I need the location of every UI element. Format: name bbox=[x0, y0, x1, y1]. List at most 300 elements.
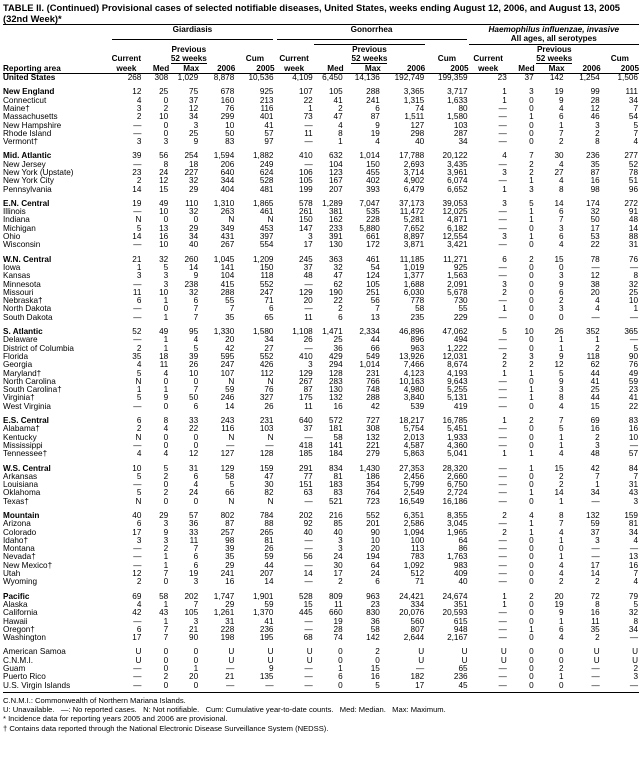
value-cell: 0 bbox=[559, 545, 564, 554]
value-cell: 461 bbox=[259, 208, 274, 217]
table-row bbox=[3, 113, 639, 121]
value-cell: 1 bbox=[559, 497, 564, 506]
value-cell: 10 bbox=[159, 288, 169, 297]
value-cell: — bbox=[133, 441, 142, 450]
value-cell: — bbox=[498, 634, 507, 643]
value-cell: — bbox=[265, 681, 274, 690]
value-cell: 40 bbox=[415, 138, 425, 147]
value-cell: 3 bbox=[559, 305, 564, 314]
value-cell: 3 bbox=[193, 617, 199, 626]
value-cell: — bbox=[133, 481, 142, 490]
value-cell: — bbox=[629, 441, 638, 450]
value-cell: 2 bbox=[559, 578, 564, 587]
value-cell: — bbox=[226, 665, 235, 674]
value-cell: 3 bbox=[502, 233, 507, 242]
reporting-area-cell: Nebraska† bbox=[3, 297, 43, 306]
value-cell: 251 bbox=[366, 288, 380, 297]
value-cell: 8 bbox=[163, 160, 169, 169]
value-cell: 2 bbox=[163, 489, 169, 498]
value-cell: 1 bbox=[529, 394, 534, 403]
value-cell: 90 bbox=[628, 352, 638, 361]
value-cell: 4 bbox=[163, 425, 169, 434]
value-cell: 56 bbox=[370, 297, 380, 306]
value-cell: 494 bbox=[453, 336, 468, 345]
table-row bbox=[3, 233, 639, 241]
value-cell: — bbox=[304, 681, 313, 690]
value-cell: 554 bbox=[259, 241, 274, 250]
value-cell: 3 bbox=[163, 272, 169, 281]
value-cell: 142 bbox=[366, 634, 380, 643]
value-cell: 0 bbox=[529, 600, 534, 609]
value-cell: 10 bbox=[524, 328, 534, 337]
value-cell: 49 bbox=[159, 199, 169, 208]
value-cell: 5 bbox=[136, 394, 142, 403]
value-cell: 241 bbox=[220, 570, 235, 579]
value-cell: 0 bbox=[529, 481, 534, 490]
value-cell: 4,193 bbox=[447, 369, 468, 378]
value-cell: 419 bbox=[453, 402, 468, 411]
table-row bbox=[3, 225, 639, 233]
cum2005-header-2: 2005 bbox=[450, 63, 469, 73]
value-cell: 11,472 bbox=[399, 208, 425, 217]
value-cell: 0 bbox=[529, 553, 534, 562]
table-row bbox=[3, 489, 639, 497]
value-cell: 661 bbox=[366, 233, 380, 242]
value-cell: 2 bbox=[529, 361, 534, 370]
value-cell: N bbox=[135, 377, 142, 386]
value-cell: — bbox=[591, 681, 600, 690]
value-cell: 87 bbox=[225, 520, 235, 529]
table-row bbox=[3, 403, 639, 411]
value-cell: 1 bbox=[163, 386, 169, 395]
value-cell: 7,047 bbox=[359, 199, 380, 208]
value-cell: 6 bbox=[559, 233, 564, 242]
value-cell: — bbox=[498, 402, 507, 411]
value-cell: 8,878 bbox=[213, 73, 235, 83]
value-cell: 2 bbox=[338, 578, 343, 587]
value-cell: 82 bbox=[264, 489, 274, 498]
value-cell: 25 bbox=[189, 129, 199, 138]
value-cell: — bbox=[498, 272, 507, 281]
value-cell: N bbox=[228, 433, 235, 442]
value-cell: 3 bbox=[529, 185, 534, 194]
table-row bbox=[3, 520, 639, 528]
value-cell: 72 bbox=[590, 592, 600, 601]
value-cell: 15 bbox=[370, 665, 380, 674]
current-header-2: Current bbox=[279, 54, 309, 64]
table-row bbox=[3, 442, 639, 450]
value-cell: 87 bbox=[590, 169, 600, 177]
value-cell: 24 bbox=[333, 553, 343, 562]
med-header-3: Med bbox=[518, 63, 535, 73]
value-cell: — bbox=[629, 313, 638, 322]
table-footnotes bbox=[3, 696, 639, 733]
disease-table bbox=[3, 24, 639, 693]
value-cell: 265 bbox=[259, 528, 274, 537]
value-cell: U bbox=[228, 656, 235, 665]
value-cell: — bbox=[304, 561, 313, 570]
value-cell: 183 bbox=[328, 481, 343, 490]
value-cell: 7 bbox=[229, 305, 235, 314]
value-cell: 4 bbox=[163, 450, 169, 459]
value-cell: 27 bbox=[554, 169, 564, 177]
value-cell: — bbox=[498, 425, 507, 434]
value-cell: — bbox=[498, 297, 507, 306]
value-cell: — bbox=[304, 138, 313, 147]
value-cell: U bbox=[632, 648, 638, 657]
value-cell: 528 bbox=[299, 592, 313, 601]
reporting-area-cell: W.N. Central bbox=[3, 255, 52, 264]
value-cell: 6 bbox=[559, 288, 564, 297]
value-cell: 2 bbox=[529, 255, 534, 264]
value-cell: — bbox=[498, 241, 507, 250]
value-cell: 0 bbox=[529, 656, 534, 665]
value-cell: 150 bbox=[259, 263, 274, 272]
value-cell: 461 bbox=[366, 255, 380, 264]
value-cell: 3,871 bbox=[403, 241, 425, 250]
value-cell: 135 bbox=[259, 673, 274, 682]
value-cell: 8,897 bbox=[403, 233, 425, 242]
value-cell: 30 bbox=[333, 561, 343, 570]
value-cell: 46 bbox=[590, 113, 600, 122]
table-row bbox=[3, 256, 639, 264]
value-cell: 0 bbox=[193, 681, 199, 690]
value-cell: 56 bbox=[303, 553, 313, 562]
table-row bbox=[3, 353, 639, 361]
reporting-area-cell: Colorado bbox=[3, 528, 37, 537]
value-cell: 2 bbox=[559, 472, 564, 481]
value-cell: 127 bbox=[410, 121, 425, 130]
value-cell: — bbox=[498, 578, 507, 587]
value-cell: 0 bbox=[375, 656, 380, 665]
value-cell: 26 bbox=[189, 361, 199, 370]
table-row bbox=[3, 394, 639, 402]
value-cell: 24,421 bbox=[399, 592, 425, 601]
value-cell: 57 bbox=[189, 511, 199, 520]
value-cell: 75 bbox=[189, 88, 199, 97]
value-cell: 0 bbox=[529, 561, 534, 570]
value-cell: 0 bbox=[529, 121, 534, 130]
value-cell: — bbox=[498, 121, 507, 130]
value-cell: 2 bbox=[595, 129, 600, 138]
footnote-cnmi: C.N.M.I.: Commonwealth of Northern Mariana Islands. bbox=[3, 695, 186, 705]
value-cell: 640 bbox=[299, 417, 313, 426]
reporting-area-cell: Indiana bbox=[3, 216, 30, 225]
reporting-area-cell: Tennessee† bbox=[3, 450, 48, 459]
value-cell: — bbox=[304, 625, 313, 634]
value-cell: 802 bbox=[220, 511, 235, 520]
value-cell: — bbox=[133, 313, 142, 322]
table-row bbox=[3, 281, 639, 289]
value-cell: 0 bbox=[529, 344, 534, 353]
value-cell: 43 bbox=[628, 489, 638, 498]
value-cell: 5,041 bbox=[447, 450, 468, 459]
value-cell: 260 bbox=[184, 255, 199, 264]
value-cell: 24 bbox=[189, 489, 199, 498]
value-cell: 147 bbox=[299, 224, 313, 233]
value-cell: — bbox=[629, 545, 638, 554]
value-cell: 2 bbox=[595, 634, 600, 643]
value-cell: 7 bbox=[633, 129, 638, 138]
value-cell: 1 bbox=[163, 553, 169, 562]
value-cell: 44 bbox=[590, 369, 600, 378]
reporting-area-cell: Wisconsin bbox=[3, 241, 41, 250]
value-cell: 6 bbox=[193, 297, 199, 306]
value-cell: 22 bbox=[590, 241, 600, 250]
value-cell: 48 bbox=[590, 450, 600, 459]
value-cell: 1,315 bbox=[403, 96, 425, 105]
value-cell: — bbox=[498, 570, 507, 579]
value-cell: 1 bbox=[529, 233, 534, 242]
value-cell: 0 bbox=[529, 609, 534, 618]
reporting-area-cell: Idaho† bbox=[3, 536, 29, 545]
footnote-nedss: † Contains data reported through the National Electronic Disease Surveillance System (NEDSS). bbox=[3, 723, 329, 733]
value-cell: 127 bbox=[220, 450, 235, 459]
value-cell: 2 bbox=[529, 592, 534, 601]
table-row bbox=[3, 264, 639, 272]
value-cell: 186 bbox=[366, 472, 380, 481]
week-header-1: week bbox=[116, 63, 137, 73]
value-cell: 0 bbox=[529, 241, 534, 250]
value-cell: 8,674 bbox=[447, 361, 468, 370]
value-cell: 31 bbox=[628, 241, 638, 250]
value-cell: 17 bbox=[132, 634, 142, 643]
value-cell: 4 bbox=[338, 121, 343, 130]
value-cell: 28,320 bbox=[442, 464, 468, 473]
value-cell: 4 bbox=[633, 138, 638, 147]
reporting-area-cell: C.N.M.I. bbox=[3, 656, 34, 665]
value-cell: 192,749 bbox=[394, 73, 425, 83]
value-cell: 22 bbox=[333, 297, 343, 306]
reporting-area-cell: Wyoming bbox=[3, 578, 38, 587]
value-cell: 42 bbox=[132, 609, 142, 618]
value-cell: — bbox=[498, 464, 507, 473]
value-cell: 236 bbox=[453, 673, 468, 682]
value-cell: 15 bbox=[303, 600, 313, 609]
reporting-area-cell: Louisiana bbox=[3, 481, 39, 490]
value-cell: 401 bbox=[259, 113, 274, 122]
value-cell: 15 bbox=[554, 255, 564, 264]
value-cell: 2,334 bbox=[359, 328, 380, 337]
value-cell: 349 bbox=[220, 224, 235, 233]
value-cell: 47 bbox=[264, 472, 274, 481]
value-cell: 1 bbox=[529, 113, 534, 122]
value-cell: 4 bbox=[595, 305, 600, 314]
value-cell: 1 bbox=[338, 665, 343, 674]
value-cell: — bbox=[498, 520, 507, 529]
value-cell: 3 bbox=[163, 280, 169, 289]
reporting-area-cell: Oklahoma bbox=[3, 489, 41, 498]
value-cell: — bbox=[498, 160, 507, 169]
value-cell: 4 bbox=[559, 450, 564, 459]
value-cell: 2,644 bbox=[403, 634, 425, 643]
value-cell: 4 bbox=[559, 561, 564, 570]
table-row bbox=[3, 289, 639, 297]
max-header-2: Max bbox=[364, 63, 381, 73]
cum2005-header-3: 2005 bbox=[620, 63, 639, 73]
value-cell: — bbox=[133, 280, 142, 289]
reporting-area-cell: New York City bbox=[3, 177, 54, 186]
reporting-area-cell: Georgia bbox=[3, 361, 33, 370]
value-cell: 7 bbox=[529, 152, 534, 161]
value-cell: 4 bbox=[193, 481, 199, 490]
value-cell: 28 bbox=[333, 625, 343, 634]
value-cell: 1,222 bbox=[447, 344, 468, 353]
value-cell: — bbox=[498, 336, 507, 345]
reporting-area-cell: Virginia† bbox=[3, 394, 35, 403]
cum2005-header-1: 2005 bbox=[256, 63, 275, 73]
value-cell: 1,563 bbox=[447, 272, 468, 281]
value-cell: 572 bbox=[328, 417, 343, 426]
value-cell: 1 bbox=[559, 336, 564, 345]
value-cell: 21 bbox=[189, 625, 199, 634]
value-cell: 123 bbox=[328, 169, 343, 177]
value-cell: 9 bbox=[559, 377, 564, 386]
value-cell: 10 bbox=[628, 297, 638, 306]
value-cell: U bbox=[500, 656, 507, 665]
value-cell: 18 bbox=[189, 160, 199, 169]
reporting-area-cell: Massachusetts bbox=[3, 113, 58, 122]
value-cell: 228 bbox=[366, 216, 380, 225]
value-cell: 105 bbox=[299, 177, 313, 186]
reporting-area-cell: North Carolina bbox=[3, 377, 56, 386]
value-cell: 3 bbox=[502, 199, 507, 208]
table-row bbox=[3, 105, 639, 113]
value-cell: — bbox=[629, 263, 638, 272]
value-cell: 1 bbox=[529, 208, 534, 217]
footnote-legend: U: Unavailable. —: No reported cases. N: Not notifiable. Cum: Cumulative year-to-date counts. Med: Median. Max: Maximum. bbox=[3, 705, 446, 715]
value-cell: 2 bbox=[595, 344, 600, 353]
value-cell: 49 bbox=[159, 328, 169, 337]
value-cell: 7 bbox=[559, 216, 564, 225]
value-cell: 254 bbox=[184, 152, 199, 161]
value-cell: — bbox=[304, 673, 313, 682]
value-cell: 34 bbox=[264, 336, 274, 345]
value-cell: 118 bbox=[260, 272, 274, 281]
value-cell: 16,549 bbox=[399, 497, 425, 506]
value-cell: 1 bbox=[559, 617, 564, 626]
value-cell: — bbox=[304, 617, 313, 626]
value-cell: 50 bbox=[590, 216, 600, 225]
value-cell: — bbox=[133, 545, 142, 554]
value-cell: 36 bbox=[333, 344, 343, 353]
value-cell: 0 bbox=[529, 297, 534, 306]
table-row bbox=[3, 152, 639, 160]
value-cell: 16 bbox=[333, 402, 343, 411]
value-cell: 2 bbox=[502, 361, 507, 370]
value-cell: 1,580 bbox=[447, 113, 468, 122]
current-header-3: Current bbox=[473, 54, 503, 64]
value-cell: 6,182 bbox=[447, 224, 468, 233]
value-cell: 95 bbox=[189, 328, 199, 337]
value-cell: 2 bbox=[529, 169, 534, 177]
value-cell: — bbox=[591, 313, 600, 322]
value-cell: U bbox=[418, 648, 425, 657]
value-cell: 925 bbox=[259, 88, 274, 97]
value-cell: — bbox=[133, 305, 142, 314]
value-cell: 12 bbox=[132, 570, 142, 579]
value-cell: 55 bbox=[458, 305, 468, 314]
value-cell: 7 bbox=[193, 305, 199, 314]
value-cell: 5 bbox=[375, 681, 380, 690]
value-cell: 2 bbox=[502, 288, 507, 297]
value-cell: 6 bbox=[375, 578, 380, 587]
value-cell: 8 bbox=[595, 600, 600, 609]
value-cell: — bbox=[133, 617, 142, 626]
cum2006-header-3: 2006 bbox=[582, 63, 601, 73]
value-cell: 199 bbox=[299, 185, 313, 194]
value-cell: 91 bbox=[628, 208, 638, 217]
value-cell: — bbox=[498, 224, 507, 233]
value-cell: 41 bbox=[333, 96, 343, 105]
value-cell: 11 bbox=[189, 536, 199, 545]
value-cell: 202 bbox=[299, 511, 313, 520]
table-title bbox=[3, 2, 639, 24]
table-row bbox=[3, 370, 639, 378]
value-cell: 352 bbox=[586, 328, 600, 337]
value-cell: 15 bbox=[590, 402, 600, 411]
value-cell: 5 bbox=[633, 121, 638, 130]
value-cell: 29 bbox=[189, 185, 199, 194]
table-row bbox=[3, 570, 639, 578]
table-row bbox=[3, 665, 639, 673]
value-cell: 5,255 bbox=[447, 386, 468, 395]
value-cell: 162 bbox=[328, 216, 343, 225]
value-cell: — bbox=[591, 665, 600, 674]
value-cell: 4 bbox=[559, 634, 564, 643]
value-cell: 4 bbox=[595, 297, 600, 306]
value-cell: 71 bbox=[415, 578, 425, 587]
value-cell: 13 bbox=[628, 553, 638, 562]
value-cell: 1 bbox=[529, 177, 534, 186]
reporting-area-cell: Rhode Island bbox=[3, 129, 52, 138]
value-cell: 28 bbox=[590, 96, 600, 105]
value-cell: 47 bbox=[333, 113, 343, 122]
value-cell: U bbox=[461, 648, 468, 657]
value-cell: 198 bbox=[220, 634, 235, 643]
value-cell: — bbox=[498, 129, 507, 138]
value-cell: 5 bbox=[633, 344, 638, 353]
value-cell: 4 bbox=[633, 536, 638, 545]
value-cell: 552 bbox=[259, 280, 274, 289]
value-cell: 5 bbox=[502, 328, 507, 337]
value-cell: 34 bbox=[189, 233, 199, 242]
value-cell: 33 bbox=[189, 528, 199, 537]
value-cell: 2 bbox=[163, 104, 169, 113]
value-cell: 5 bbox=[229, 481, 235, 490]
reporting-area-cell: Hawaii bbox=[3, 617, 28, 626]
value-cell: 2 bbox=[163, 673, 169, 682]
value-cell: 5 bbox=[136, 489, 142, 498]
value-cell: 88 bbox=[264, 520, 274, 529]
value-cell: 130 bbox=[328, 241, 343, 250]
value-cell: 0 bbox=[163, 578, 169, 587]
value-cell: 5 bbox=[529, 199, 534, 208]
value-cell: 1 bbox=[529, 625, 534, 634]
value-cell: 62 bbox=[333, 280, 343, 289]
value-cell: 0 bbox=[529, 648, 534, 657]
value-cell: 9 bbox=[375, 121, 380, 130]
reporting-area-cell: E.S. Central bbox=[3, 417, 49, 426]
table-row bbox=[3, 465, 639, 473]
value-cell: 59 bbox=[590, 520, 600, 529]
value-cell: 2 bbox=[136, 425, 142, 434]
value-cell: — bbox=[498, 489, 507, 498]
value-cell: 11 bbox=[334, 600, 343, 609]
value-cell: 2 bbox=[559, 481, 564, 490]
reporting-area-cell: Missouri bbox=[3, 288, 34, 297]
value-cell: 76 bbox=[225, 104, 235, 113]
